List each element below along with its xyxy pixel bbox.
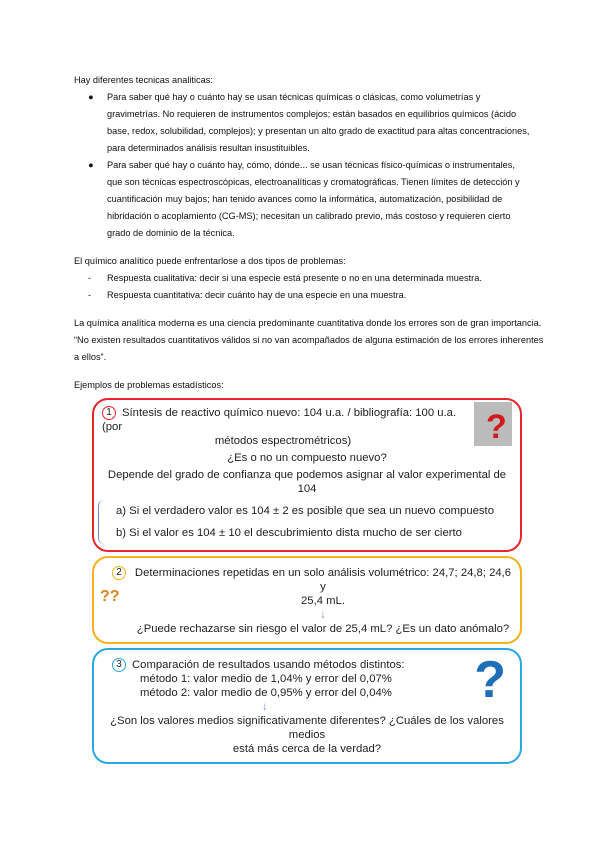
problems-intro: El químico analítico puede enfrentarlose a dos tipos de problemas:: [74, 256, 346, 266]
bullet-text: Para saber qué hay o cuánto hay, cómo, dónde... se usan técnicas físico-químicas o instrumentales, que son técnicas espectroscópicas, electroanalíticas y cromatográficas. Tienen límites de detección y cuantificación muy bajos; han tenido avances como la informática, automatización, posibilidad de hibridación o acoplamiento (CG-MS); necesitan un calibrado previo, más costoso y requieren cierto grado de dominio de la técnica.: [107, 160, 520, 238]
box1-title2: métodos espectrométricos): [214, 435, 352, 448]
number-badge: 2: [112, 566, 126, 580]
bullet-icon: ●: [88, 160, 94, 170]
question-figure-icon: ?: [474, 651, 506, 710]
question-figure-icon: ?: [474, 402, 512, 446]
box3-method1: método 1: valor medio de 1,04% y error del 0,07%: [140, 673, 392, 686]
problem-item: [88, 270, 532, 287]
box3-question2: está más cerca de la verdad?: [232, 743, 382, 756]
problem-text: Respuesta cualitativa: decir si una especie está presente o no en una determinada muestra.: [107, 273, 482, 283]
problem-text: Respuesta cuantitativa: decir cuánto hay de una especie en una muestra.: [107, 290, 407, 300]
dash-icon: -: [88, 290, 92, 300]
example-box-3: [92, 648, 522, 764]
box1-option-a: a) Si el verdadero valor es 104 ± 2 es posible que sea un nuevo compuesto: [116, 505, 494, 518]
box3-line1: Comparación de resultados usando métodos distintos:: [132, 659, 405, 672]
number-badge: 3: [112, 658, 126, 672]
arrow-down-icon: ↓: [320, 609, 326, 622]
arrow-down-icon: ↓: [262, 701, 268, 714]
bullet-item: [88, 89, 532, 157]
examples-title: Ejemplos de problemas estadísticos:: [74, 380, 224, 390]
box3-method2: método 2: valor medio de 0,95% y error del 0,04%: [140, 687, 392, 700]
number-badge: 1: [102, 406, 116, 420]
problem-item: [88, 287, 532, 304]
paragraph: La química analítica moderna es una ciencia predominante cuantitativa donde los errores son de gran importancia. “No existen resultados cuantitativos válidos si no van acompañados de alguna estimación de los errores inherentes a ellos”.: [74, 318, 544, 362]
box2-line1: Determinaciones repetidas en un solo análisis volumétrico: 24,7; 24,8; 24,6 y: [134, 567, 512, 594]
bullet-icon: ●: [88, 92, 94, 102]
intro-line: Hay diferentes tecnicas analiticas:: [74, 75, 213, 85]
box1-option-b: b) Si el valor es 104 ± 10 el descubrimiento dista mucho de ser cierto: [116, 527, 462, 540]
box1-title: Síntesis de reactivo químico nuevo: 104 u.a. / bibliografía: 100 u.a. (por: [102, 407, 457, 434]
bullet-text: Para saber qué hay o cuánto hay se usan técnicas químicas o clásicas, como volumetrías y gravimetrías. No requieren de instrumentos complejos; están basados en equilibrios químicos (ácido base, redox, solubilidad, complejos); y presentan un alto grado de exactitud para altas concentraciones, para determinados análisis resultan insustituibles.: [107, 92, 530, 153]
box2-line2: 25,4 mL.: [301, 595, 345, 608]
box1-depends: Depende del grado de confianza que podemos asignar al valor experimental de 104: [107, 469, 507, 496]
example-box-2: [92, 556, 522, 644]
box3-question1: ¿Son los valores medios significativamente diferentes? ¿Cuáles de los valores medios: [110, 715, 504, 742]
box2-question: ¿Puede rechazarse sin riesgo el valor de 25,4 mL? ¿Es un dato anómalo?: [136, 623, 510, 636]
box1-question: ¿Es o no un compuesto nuevo?: [227, 452, 387, 465]
example-box-1: [92, 398, 522, 552]
brace-icon: [98, 500, 107, 544]
bullet-item: [88, 157, 532, 242]
thinking-figure-icon: ??: [100, 588, 120, 606]
dash-icon: -: [88, 273, 92, 283]
